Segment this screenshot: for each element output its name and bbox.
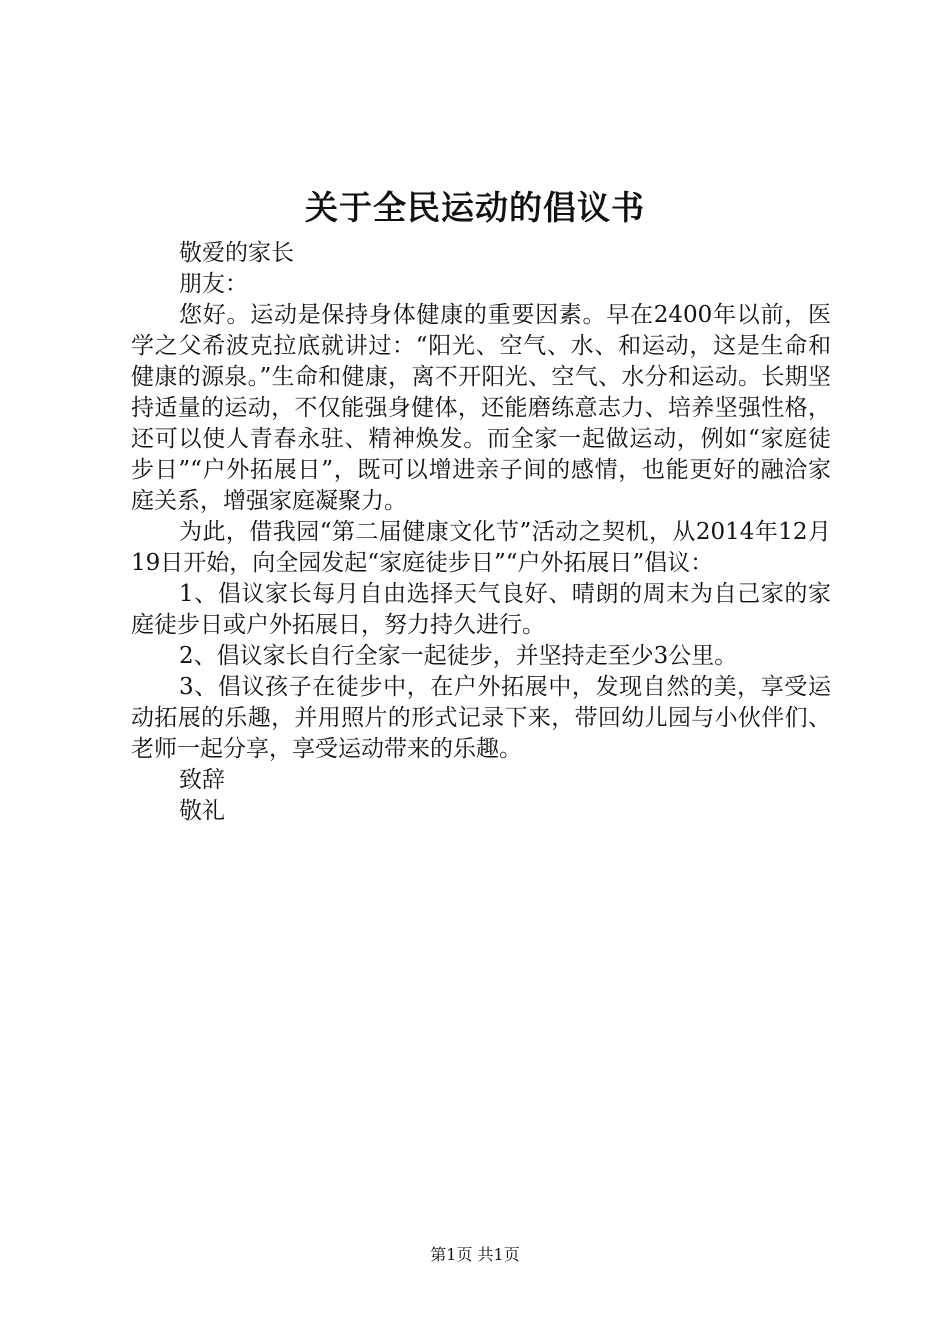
document-title: 关于全民运动的倡议书 xyxy=(305,188,645,227)
salutation-line-2: 朋友： xyxy=(179,271,248,297)
closing-line-2: 敬礼 xyxy=(179,798,225,824)
paragraph-intro: 您好。运动是保持身体健康的重要因素。早在2400年以前，医学之父希波克拉底就讲过：“阳光、空气、水、和运动，这是生命和健康的源泉。”生命和健康，离不开阳光、空气、水分和运动。长期坚持适量的运动，不仅能强身健体，还能磨练意志力、培养坚强性格，还可以使人青春永驻、精神焕发。而全家一起做运动，例如“家庭徒步日”“户外拓展日”，既可以增进亲子间的感情，也能更好的融洽家庭关系，增强家庭凝聚力。 xyxy=(131,302,831,514)
closing-line-1: 致辞 xyxy=(179,767,225,793)
proposal-item-3: 3、倡议孩子在徒步中，在户外拓展中，发现自然的美，享受运动拓展的乐趣，并用照片的形式记录下来，带回幼儿园与小伙伴们、老师一起分享，享受运动带来的乐趣。 xyxy=(131,674,831,762)
document-body xyxy=(131,238,831,827)
paragraph-initiative: 为此，借我园“第二届健康文化节”活动之契机，从2014年12月19日开始，向全园发起“家庭徒步日”“户外拓展日”倡议： xyxy=(131,519,831,576)
proposal-item-1: 1、倡议家长每月自由选择天气良好、晴朗的周末为自己家的家庭徒步日或户外拓展日，努力持久进行。 xyxy=(131,581,831,638)
proposal-item-2: 2、倡议家长自行全家一起徒步，并坚持走至少3公里。 xyxy=(179,643,738,669)
page-footer: 第1页 共1页 xyxy=(430,1245,520,1264)
salutation-line-1: 敬爱的家长 xyxy=(179,240,294,266)
